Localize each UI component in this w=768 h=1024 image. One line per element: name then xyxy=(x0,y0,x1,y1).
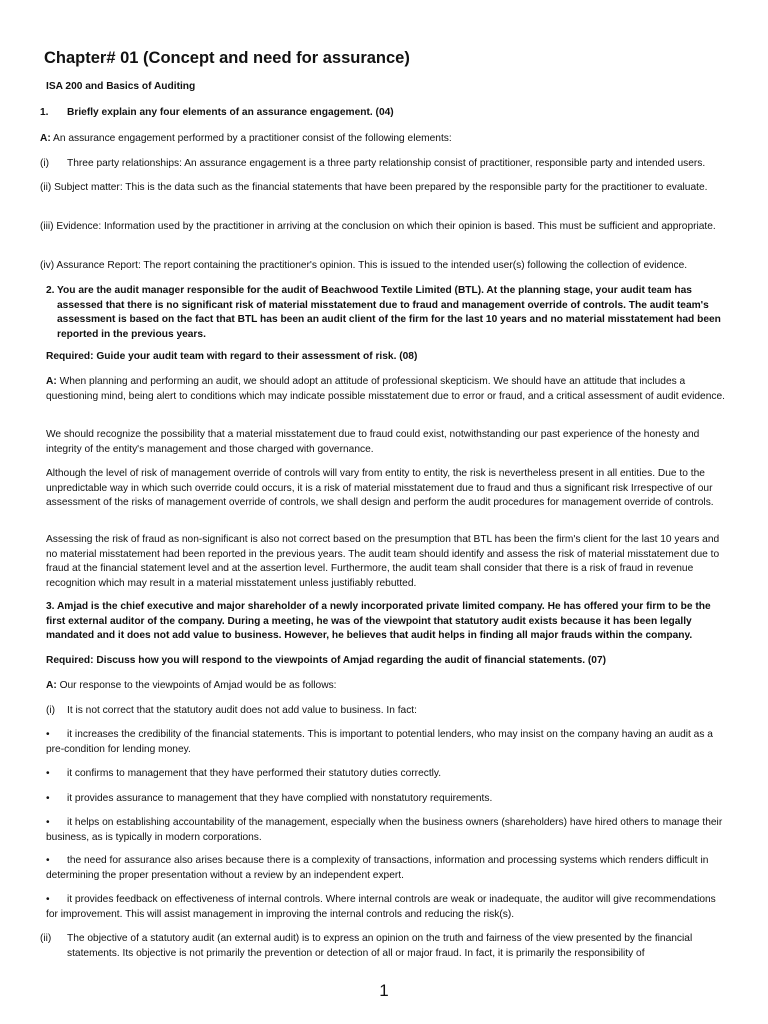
question-text: Briefly explain any four elements of an assurance engagement. (04) xyxy=(67,107,394,118)
point-label: (ii) xyxy=(40,933,52,944)
element-item-4: (iv) Assurance Report: The report containing the practitioner's opinion. This is issued to the intended user(s) following the collection of evidence. xyxy=(40,260,688,271)
bullet-glyph: • xyxy=(46,768,50,779)
answer-label: A: xyxy=(40,133,51,144)
answer-1-intro xyxy=(40,132,730,147)
response-point-1 xyxy=(46,704,736,719)
list-item-text: it increases the credibility of the financial statements. This is important to potential lenders, who may insist on the company having an audit as a pre-condition for lending money. xyxy=(46,729,713,755)
answer-2-para-3: Although the level of risk of management override of controls will vary from entity to entity, the risk is nevertheless present in all entities. Due to the unpredictable way in which such override could occurs, it is a risk of material misstatement due to fraud and thus a significant risk Irrespective of our assessment of the risks of management override of controls, we shall design and perform the audit procedures for management override of controls. xyxy=(46,468,714,508)
list-item xyxy=(46,767,726,782)
question-number: 1. xyxy=(40,107,49,118)
answer-label: A: xyxy=(46,376,57,387)
list-item-text: the need for assurance also arises because there is a complexity of transactions, information and processing systems which renders difficult in determining the proper presentation without a review by an independent expert. xyxy=(46,855,709,881)
answer-2-para-4: Assessing the risk of fraud as non-significant is also not correct based on the presumption that BTL has been the firm's client for the last 10 years and no material misstatement had been reported in the previous years. The audit team should identify and assess the risk of material misstatement due to fraud at the financial statement level and at the assertion level. Furthermore, the audit team shall consider that there is a risk of fraud in revenue recognition which may result in a material misstatement unless justifiably rebutted. xyxy=(46,534,720,589)
chapter-subtitle: ISA 200 and Basics of Auditing xyxy=(46,81,196,92)
question-2-required: Required: Guide your audit team with regard to their assessment of risk. (08) xyxy=(46,351,418,362)
list-item-text: it helps on establishing accountability of the management, especially when the business owners (shareholders) have hired others to manage their business, as is typically in modern corporations. xyxy=(46,817,723,843)
point-text: The objective of a statutory audit (an external audit) is to express an opinion on the truth and fairness of the view presented by the financial statements. Its objective is not primarily the prevention or detection of all or major fraud. In fact, it is primarily the responsibility of xyxy=(67,933,693,959)
bullet-glyph: • xyxy=(46,894,50,905)
answer-label: A: xyxy=(46,680,57,691)
item-label: (i) xyxy=(40,158,50,169)
question-text: You are the audit manager responsible for the audit of Beachwood Textile Limited (BTL). At the planning stage, your audit team has assessed that there is no significant risk of material misstatement due to fraud and management override of controls. The audit team's assessment is based on the fact that BTL has been an audit client of the firm for the last 10 years and no material misstatement had been reported in the previous years. xyxy=(57,285,721,340)
list-item xyxy=(46,792,726,807)
list-item xyxy=(46,816,726,845)
answer-3-intro xyxy=(46,679,736,694)
chapter-title: Chapter# 01 (Concept and need for assurance) xyxy=(44,49,410,67)
answer-text: When planning and performing an audit, we should adopt an attitude of professional skepticism. We should have an attitude that includes a questioning mind, being alert to conditions which may indicate possible misstatement due to error or fraud, and a critical assessment of audit evidence. xyxy=(46,376,725,402)
bullet-glyph: • xyxy=(46,793,50,804)
list-item xyxy=(46,728,726,757)
response-point-2 xyxy=(40,932,724,961)
list-item-text: it provides feedback on effectiveness of internal controls. Where internal controls are weak or inadequate, the auditor will give recommendations for improvement. This will assist management in improving the internal controls and reducing the risk(s). xyxy=(46,894,716,920)
question-3: 3. Amjad is the chief executive and major shareholder of a newly incorporated private limited company. He has offered your firm to be the first external auditor of the company. During a meeting, he was of the viewpoint that statutory audit exists because it has been legally mandated and it does not add value to business. However, he believes that audit helps in finding all major frauds within the company. xyxy=(46,601,711,641)
element-item-2: (ii) Subject matter: This is the data such as the financial statements that have been prepared by the responsible party for the practitioner to evaluate. xyxy=(40,182,708,193)
question-1 xyxy=(40,106,730,121)
answer-text: An assurance engagement performed by a practitioner consist of the following elements: xyxy=(53,133,452,144)
question-3-required: Required: Discuss how you will respond to the viewpoints of Amjad regarding the audit of financial statements. (07) xyxy=(46,655,607,666)
element-item-1 xyxy=(40,157,730,172)
bullet-glyph: • xyxy=(46,855,50,866)
question-number: 2. xyxy=(46,285,55,296)
bullet-glyph: • xyxy=(46,729,50,740)
answer-2-para-1 xyxy=(46,375,730,404)
question-2 xyxy=(46,284,726,342)
point-text: It is not correct that the statutory audit does not add value to business. In fact: xyxy=(67,705,417,716)
list-item xyxy=(46,854,726,883)
list-item-text: it provides assurance to management that they have complied with nonstatutory requirements. xyxy=(67,793,493,804)
element-item-3: (iii) Evidence: Information used by the practitioner in arriving at the conclusion on which their opinion is based. This must be sufficient and appropriate. xyxy=(40,221,716,232)
list-item xyxy=(46,893,726,922)
answer-text: Our response to the viewpoints of Amjad would be as follows: xyxy=(59,680,337,691)
list-item-text: it confirms to management that they have performed their statutory duties correctly. xyxy=(67,768,442,779)
item-text: Three party relationships: An assurance engagement is a three party relationship consist of practitioner, responsible party and intended users. xyxy=(67,158,706,169)
answer-2-para-2: We should recognize the possibility that a material misstatement due to fraud could exist, notwithstanding our past experience of the honesty and integrity of the entity's management and those charged with governance. xyxy=(46,429,700,455)
point-label: (i) xyxy=(46,705,56,716)
page-number: 1 xyxy=(379,981,389,1000)
bullet-glyph: • xyxy=(46,817,50,828)
